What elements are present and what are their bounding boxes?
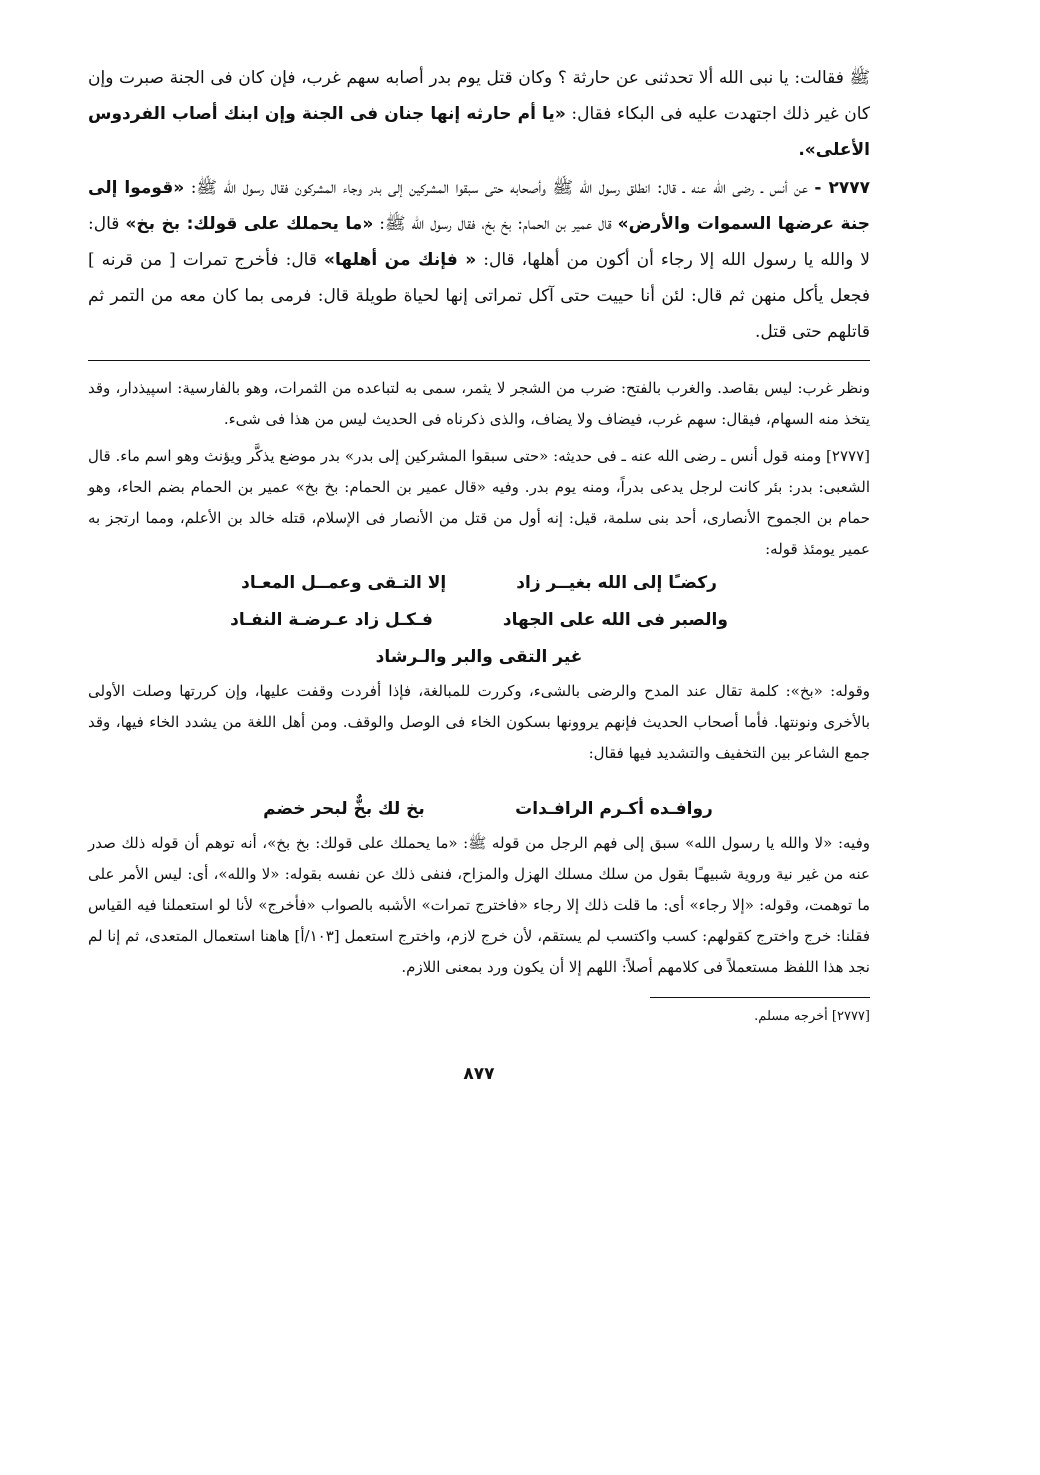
hadith-2777 <box>88 170 870 350</box>
footnote: [٢٧٧٧] أخرجه مسلم. <box>754 1009 870 1024</box>
verse-hemistich: بخ لك بخٌّ لبحر خضم <box>263 799 425 819</box>
hadith-quote-3: « فإنك من أهلها» <box>324 250 477 270</box>
hadith-text-3: قال: لا والله يا رسول الله إلا رجاء أن أكون من أهلها، قال: <box>88 214 870 270</box>
commentary-2777: [٢٧٧٧] ومنه قول أنس ـ رضى الله عنه ـ فى حديثه: «حتى سبقوا المشركين إلى بدر» بدر موضع يذكَّر ويؤنث وهو اسم ماء. قال الشعبى: بدر: بئر كانت لرجل يدعى بدراً، ومنه يوم بدر. وفيه «قال عمير بن الحمام: بخ بخ» عمير بن الحمام بضم الحاء، وهو حمام بن الجموح الأنصارى، أحد بنى سلمة، قيل: إنه أول من قتل من الأنصار فى الإسلام، قتله خالد بن الأعلم، ومما ارتجز به عمير يومئذ قوله: <box>88 447 870 558</box>
section-divider <box>88 360 870 361</box>
poem-verse-3: غير التقى والبر والـرشاد <box>375 647 583 667</box>
verse-hemistich: فـكـل زاد عـرضـة النفـاد <box>230 610 433 630</box>
page-number: ٨٧٧ <box>463 1064 495 1084</box>
hadith-quote-2: «ما يحملك على قولك: بخ بخ» <box>125 214 374 234</box>
poem-verse-2 <box>88 602 870 639</box>
commentary-bakh: وقوله: «بخ»: كلمة تقال عند المدح والرضى بالشىء، وكررت للمبالغة، فإذا أفردت وقفت عليها، وإن كررتها وصلت الأولى بالأخرى ونونتها. فأما أصحاب الحديث فإنهم يروونها بسكون الخاء فى الوصل والوقف. ومن أهل اللغة من يشدد الخاء فيها، وقد جمع الشاعر بين التخفيف والتشديد فيها فقال: <box>88 682 870 762</box>
commentary-gharb: ونظر غرب: ليس بقاصد. والغرب بالفتح: ضرب من الشجر لا يثمر، سمى به لتباعده من الثمرات، وهو بالفارسية: اسپيذدار، وقد يتخذ منه السهام، فيقال: سهم غرب، فيضاف ولا يضاف، والذى ذكرناه فى الحديث ليس من هذا فى شىء. <box>88 379 870 428</box>
hadith-number: ٢٧٧٧ - <box>814 178 870 198</box>
hadith-continuation <box>88 60 870 168</box>
quote-umm-haritha: «يا أم حارثه إنها جنان فى الجنة وإن ابنك أصاب الفردوس الأعلى». <box>88 104 870 160</box>
hadith-text-2: قال عمير بن الحمام: بخ بخ، فقال رسول الله ﷺ: <box>379 214 612 234</box>
intro-line-1: ﷺ فقالت: يا نبى الله ألا تحدثنى عن حارثة ؟ وكان قتل يوم بدر أصابه سهم غرب، فإن كان فى <box>210 68 871 88</box>
verse-hemistich: روافـده أكـرم الرافـدات <box>515 799 713 819</box>
hadith-text-1: عن أنس ـ رضى الله عنه ـ قال: انطلق رسول الله ﷺ وأصحابه حتى سبقوا المشركين إلى بدر وجاء المشركون فقال رسول الله ﷺ: <box>190 178 808 198</box>
page-body <box>88 60 870 1475</box>
poem-verse-1 <box>88 565 870 602</box>
intro-line-2: الجنة صبرت وإن كان غير ذلك اجتهدت عليه فى البكاء فقال: <box>88 68 870 124</box>
commentary-wallahi: وفيه: «لا والله يا رسول الله» سبق إلى فهم الرجل من قوله ﷺ: «ما يحملك على قولك: بخ بخ»، أنه توهم أن قوله ذلك صدر عنه من غير نية وروية شبيهـًا بقول من سلك مسلك الهزل والمزاح، فنفى ذلك عن نفسه بقوله: «لا والله»، أى: ليس الأمر على ما توهمت، وقوله: «إلا رجاء» أى: ما قلت ذلك إلا رجاء «فاخترج تمرات» الأشبه بالصواب «فأخرج» لأنا لو استعملنا فيه القياس فقلنا: خرج واخترج كقولهم: كسب واكتسب لم يستقم، لأن خرج لازم، واخترج استعمل [١٠٣/أ] هاهنا استعمال المتعدى، ثم إنا لم نجد هذا اللفظ مستعملاً فى كلامهم أصلاً: اللهم إلا أن يكون ورد بمعنى اللازم. <box>88 834 870 976</box>
footnote-divider <box>650 997 870 998</box>
verse-hemistich: والصبر فى الله على الجهاد <box>502 610 728 630</box>
hadith-quote-1: «قوموا إلى جنة عرضها السموات والأرض» <box>88 178 871 234</box>
verse-hemistich: ركضـًا إلى الله بغيــر زاد <box>516 573 717 593</box>
poem-verse-bakh <box>88 791 870 828</box>
hadith-text-4: قال: فأخرج تمرات [ من قرنه ] فجعل يأكل منهن ثم قال: لئن أنا حييت حتى آكل تمراتى إنها لحياة طويلة قال: فرمى بما كان معه من التمر ثم قاتلهم حتى قتل. <box>88 250 870 342</box>
verse-hemistich: إلا التـقى وعمــل المعـاد <box>241 573 447 593</box>
